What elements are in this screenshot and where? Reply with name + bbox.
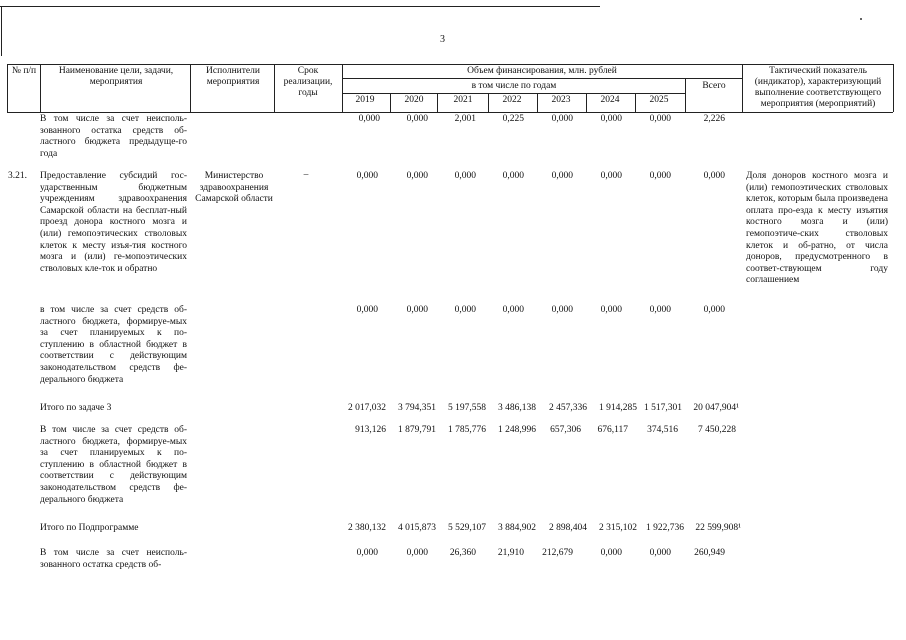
value-total: 22 599,908¹ (695, 523, 741, 533)
year-2021: 2021 (453, 95, 473, 105)
value-2024: 2 315,102 (599, 523, 637, 533)
row-name: Итого по Подпрограмме (40, 523, 139, 533)
value-2025: 0,000 (649, 171, 671, 181)
value-2022: 0,225 (502, 114, 524, 124)
year-2020: 2020 (404, 95, 424, 105)
value-total: 0,000 (703, 305, 725, 315)
value-2019: 0,000 (356, 548, 378, 558)
year-2019: 2019 (355, 95, 375, 105)
value-2023: 657,306 (550, 425, 581, 435)
value-total: 2,226 (703, 114, 725, 124)
value-2019: 0,000 (358, 114, 380, 124)
value-2021: 5 197,558 (448, 403, 486, 413)
value-2023: 0,000 (551, 114, 573, 124)
value-total: 0,000 (703, 171, 725, 181)
value-2021: 26,360 (449, 548, 476, 558)
value-total: 260,949 (694, 548, 725, 558)
row-indicator: Доля доноров костного мозга и (или) гемопоэтических стволовых клеток, которым была произведена оплата про-езда к месту изъятия костного мозга и (или) гемопоэтиче-ских стволовых клеток и об-ратно, от числа доноров, предусмотренного в соответ-ствующем году соглашением (746, 171, 888, 286)
header-volume: Объем финансирования, млн. рублей (467, 66, 617, 76)
value-2020: 0,000 (406, 114, 428, 124)
row-name: Предоставление субсидий гос-ударственным бюджетным учреждениям здравоохранения Самарской области на бесплат-ный проезд донора костного мозга и (или) гемопоэтических стволовых клеток к месту изъя-тия костного мозга и (или) ге-мопоэтических стволовых кле-ток и обратно (40, 171, 187, 274)
top-border-line (0, 6, 600, 7)
value-2021: 0,000 (454, 171, 476, 181)
header-by-years: в том числе по годам (471, 81, 557, 91)
row-number: 3.21. (8, 171, 27, 181)
value-2024: 1 914,285 (599, 403, 637, 413)
row-term: – (303, 170, 309, 180)
value-2021: 0,000 (454, 305, 476, 315)
value-2024: 0,000 (600, 548, 622, 558)
value-2021: 5 529,107 (448, 523, 486, 533)
value-2020: 4 015,873 (398, 523, 436, 533)
value-2025: 1 922,736 (646, 523, 684, 533)
value-2021: 2,001 (454, 114, 476, 124)
value-2023: 212,679 (542, 548, 573, 558)
value-2021: 1 785,776 (448, 425, 486, 435)
row-name: в том числе за счет средств об-ластного бюджета, формируе-мых за счет планируемых к по-ступлению в областной бюджет в соответствии с действующим законодательством средств фе-дерального бюджета (40, 305, 187, 385)
value-2022: 0,000 (502, 305, 524, 315)
row-executor: Министерство здравоохранения Самарской области (195, 171, 273, 205)
left-border-line (1, 6, 2, 56)
row-name: В том числе за счет неисполь-зованного остатка средств об- (40, 548, 187, 570)
value-2022: 0,000 (502, 171, 524, 181)
value-2019: 0,000 (356, 171, 378, 181)
value-2020: 3 794,351 (398, 403, 436, 413)
header-name: Наименование цели, задачи, мероприятия (58, 66, 174, 87)
value-2024: 0,000 (600, 305, 622, 315)
row-name: Итого по задаче 3 (40, 403, 112, 413)
value-2020: 0,000 (406, 171, 428, 181)
value-2020: 0,000 (406, 305, 428, 315)
value-total: 7 450,228 (698, 425, 736, 435)
value-2019: 913,126 (355, 425, 386, 435)
header-executors: Исполнители мероприятия (206, 66, 260, 87)
value-2023: 2 898,404 (549, 523, 587, 533)
value-2022: 1 248,996 (498, 425, 536, 435)
value-2025: 374,516 (647, 425, 678, 435)
header-no: № п/п (11, 66, 37, 76)
value-2022: 3 486,138 (498, 403, 536, 413)
value-2019: 0,000 (356, 305, 378, 315)
header-term: Срок реализации, годы (283, 66, 333, 98)
value-2024: 676,117 (597, 425, 628, 435)
value-2023: 0,000 (551, 305, 573, 315)
value-2023: 0,000 (551, 171, 573, 181)
value-2020: 1 879,791 (398, 425, 436, 435)
speck (860, 18, 862, 20)
value-2022: 21,910 (497, 548, 524, 558)
value-2019: 2 380,132 (348, 523, 386, 533)
value-2025: 0,000 (649, 548, 671, 558)
value-2025: 0,000 (649, 114, 671, 124)
value-2019: 2 017,032 (348, 403, 386, 413)
row-name: В том числе за счет неисполь-зованного остатка средств об-ластного бюджета предыдуще-го года (40, 114, 187, 159)
year-2024: 2024 (600, 95, 620, 105)
page-number: 3 (440, 34, 445, 45)
value-2024: 0,000 (600, 171, 622, 181)
value-2025: 0,000 (649, 305, 671, 315)
value-2020: 0,000 (406, 548, 428, 558)
header-indicator: Тактический показатель (индикатор), характеризующий выполнение соответствующего мероприятия (мероприятий) (754, 66, 882, 109)
year-2025: 2025 (649, 95, 669, 105)
value-total: 20 047,904¹ (693, 403, 739, 413)
header-total: Всего (702, 81, 726, 91)
value-2023: 2 457,336 (549, 403, 587, 413)
row-name: В том числе за счет средств об-ластного бюджета, формируе-мых за счет планируемых к по-ступлению в областной бюджет в соответствии с действующим законодательством средств фе-дерального бюджета (40, 425, 187, 505)
value-2024: 0,000 (600, 114, 622, 124)
value-2025: 1 517,301 (644, 403, 682, 413)
year-2023: 2023 (551, 95, 571, 105)
year-2022: 2022 (502, 95, 522, 105)
value-2022: 3 884,902 (498, 523, 536, 533)
